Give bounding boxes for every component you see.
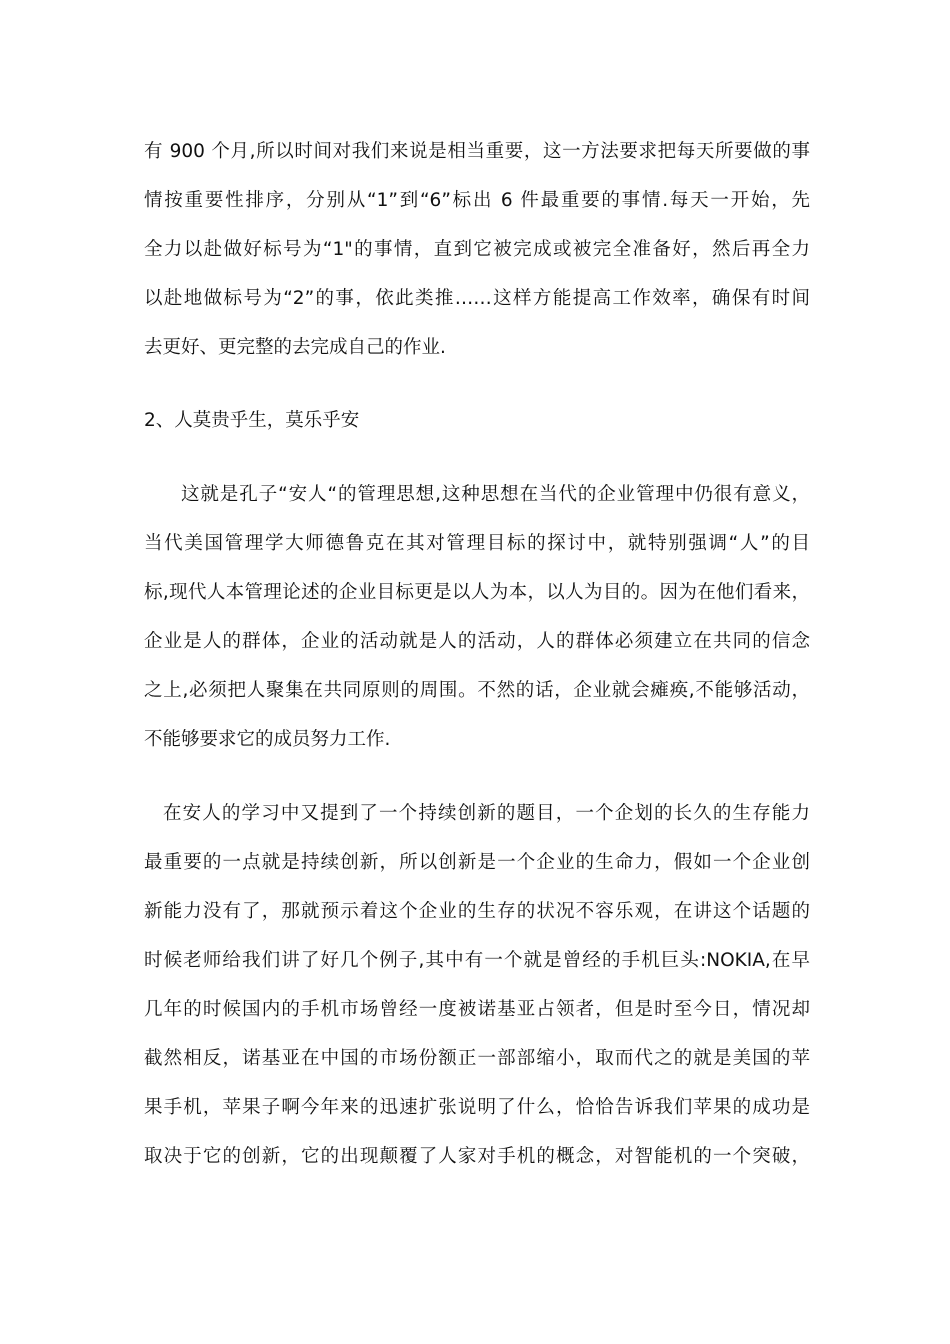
paragraph-line: 这就是孔子“安人“的管理思想,这种思想在当代的企业管理中仍很有意义， [181, 484, 810, 505]
paragraph-anren [144, 470, 810, 764]
paragraph-line: 在安人的学习中又提到了一个持续创新的题目，一个企划的长久的生存能力 [163, 803, 810, 824]
paragraph-time-management [144, 127, 810, 372]
paragraph-line: 当代美国管理学大师德鲁克在其对管理目标的探讨中，就特别强调“人”的目 [144, 533, 810, 554]
paragraph-line: 新能力没有了，那就预示着这个企业的生存的状况不容乐观，在讲这个话题的 [144, 901, 810, 922]
paragraph-line: 最重要的一点就是持续创新，所以创新是一个企业的生命力，假如一个企业创 [144, 852, 810, 873]
paragraph-line: 几年的时候国内的手机市场曾经一度被诺基亚占领者，但是时至今日，情况却 [144, 999, 810, 1020]
paragraph-innovation [144, 789, 810, 1181]
section-heading-text: 2、人莫贵乎生，莫乐乎安 [144, 410, 360, 431]
paragraph-line: 标,现代人本管理论述的企业目标更是以人为本，以人为目的。因为在他们看来， [144, 582, 810, 603]
paragraph-line: 去更好、更完整的去完成自己的作业. [144, 337, 446, 358]
paragraph-line: 果手机，苹果子啊今年来的迅速扩张说明了什么，恰恰告诉我们苹果的成功是 [144, 1097, 810, 1118]
paragraph-line: 有 900 个月,所以时间对我们来说是相当重要，这一方法要求把每天所要做的事 [144, 141, 810, 162]
paragraph-line: 时候老师给我们讲了好几个例子,其中有一个就是曾经的手机巨头:NOKIA,在早 [144, 950, 810, 971]
paragraph-line: 以赴地做标号为“2”的事，依此类推……这样方能提高工作效率，确保有时间 [144, 288, 810, 309]
paragraph-line: 取决于它的创新，它的出现颠覆了人家对手机的概念，对智能机的一个突破， [144, 1146, 810, 1167]
paragraph-line: 之上,必须把人聚集在共同原则的周围。不然的话，企业就会瘫痪,不能够活动， [144, 680, 810, 701]
paragraph-line: 情按重要性排序，分别从“1”到“6”标出 6 件最重要的事情.每天一开始，先 [144, 190, 810, 211]
paragraph-line: 全力以赴做好标号为“1"的事情，直到它被完成或被完全准备好，然后再全力 [144, 239, 810, 260]
paragraph-line: 不能够要求它的成员努力工作. [144, 729, 391, 750]
paragraph-line: 企业是人的群体，企业的活动就是人的活动，人的群体必须建立在共同的信念 [144, 631, 810, 652]
paragraph-line: 截然相反，诺基亚在中国的市场份额正一部部缩小，取而代之的就是美国的苹 [144, 1048, 810, 1069]
section-heading [144, 396, 810, 445]
